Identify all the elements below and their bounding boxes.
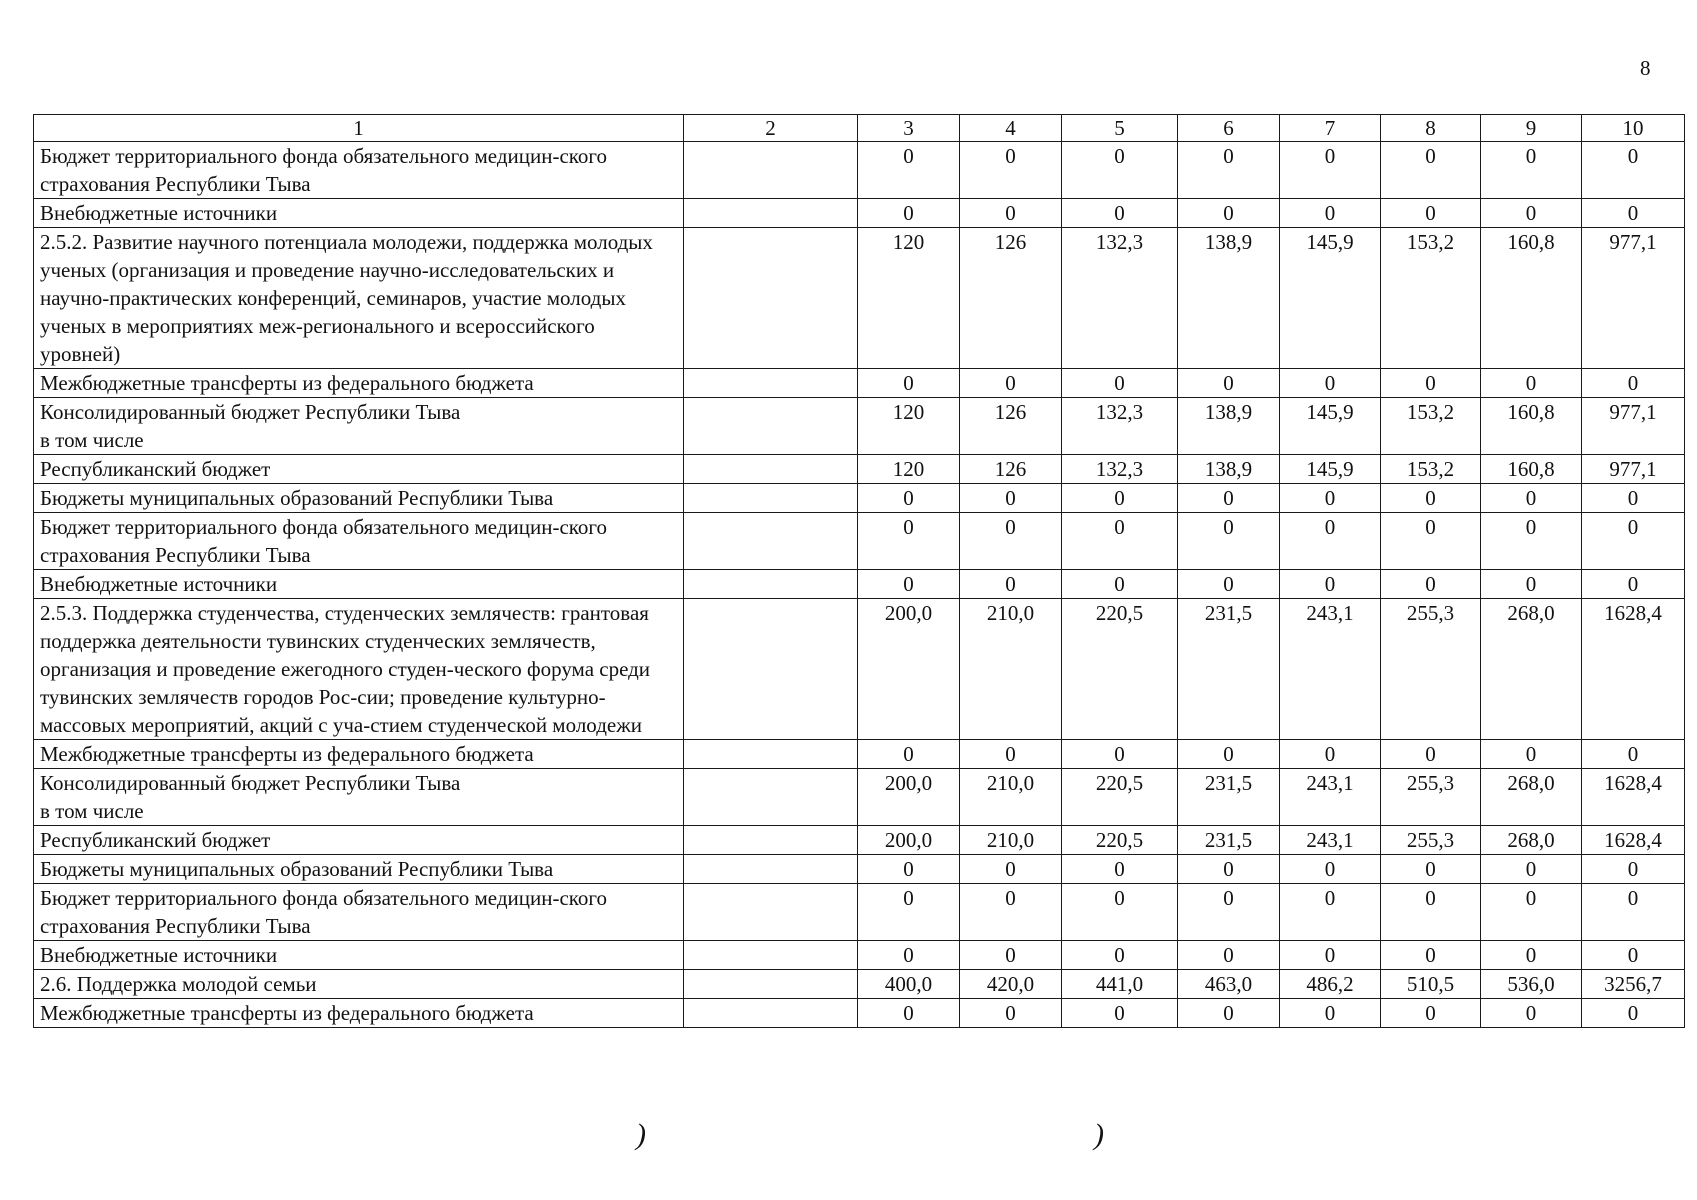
value-cell: 0 (1582, 855, 1685, 884)
row-label (34, 826, 684, 855)
value-cell: 0 (858, 142, 960, 199)
header-cell: 5 (1062, 115, 1178, 142)
row-label-text: 2.6. Поддержка молодой семьи (40, 972, 317, 996)
value-cell: 0 (1280, 999, 1381, 1028)
value-cell: 0 (1582, 199, 1685, 228)
value-cell: 0 (1381, 369, 1481, 398)
row-label-text: Межбюджетные трансферты из федерального бюджета (40, 371, 534, 395)
value-cell: 0 (1381, 199, 1481, 228)
value-cell: 536,0 (1481, 970, 1582, 999)
value-cell: 0 (1381, 513, 1481, 570)
row-label (34, 999, 684, 1028)
table-row (34, 884, 1685, 941)
value-cell: 0 (1062, 855, 1178, 884)
value-cell: 0 (1280, 570, 1381, 599)
value-cell: 400,0 (858, 970, 960, 999)
value-cell: 0 (960, 484, 1062, 513)
value-cell: 120 (858, 228, 960, 369)
value-cell: 441,0 (1062, 970, 1178, 999)
value-cell: 1628,4 (1582, 769, 1685, 826)
value-cell: 0 (1582, 513, 1685, 570)
row-empty-cell (684, 769, 858, 826)
value-cell: 0 (1280, 513, 1381, 570)
value-cell: 0 (960, 142, 1062, 199)
value-cell: 0 (1381, 884, 1481, 941)
value-cell: 0 (960, 199, 1062, 228)
value-cell: 268,0 (1481, 826, 1582, 855)
value-cell: 0 (1178, 484, 1280, 513)
value-cell: 153,2 (1381, 398, 1481, 455)
value-cell: 0 (1481, 484, 1582, 513)
value-cell: 0 (1178, 369, 1280, 398)
value-cell: 120 (858, 398, 960, 455)
row-label (34, 228, 684, 369)
value-cell: 231,5 (1178, 769, 1280, 826)
value-cell: 0 (858, 884, 960, 941)
header-cell: 7 (1280, 115, 1381, 142)
value-cell: 0 (1280, 484, 1381, 513)
page-number: 8 (1640, 56, 1651, 80)
row-label (34, 941, 684, 970)
row-empty-cell (684, 484, 858, 513)
table-row (34, 398, 1685, 455)
row-label-text: Внебюджетные источники (40, 943, 278, 967)
value-cell: 255,3 (1381, 599, 1481, 740)
table-row (34, 826, 1685, 855)
table-row (34, 228, 1685, 369)
value-cell: 160,8 (1481, 228, 1582, 369)
value-cell: 0 (960, 369, 1062, 398)
value-cell: 0 (1178, 884, 1280, 941)
value-cell: 977,1 (1582, 228, 1685, 369)
value-cell: 0 (1062, 740, 1178, 769)
value-cell: 132,3 (1062, 228, 1178, 369)
value-cell: 0 (1481, 513, 1582, 570)
value-cell: 0 (858, 199, 960, 228)
table-row (34, 455, 1685, 484)
table-row (34, 941, 1685, 970)
row-label-text: Внебюджетные источники (40, 572, 278, 596)
value-cell: 0 (1062, 199, 1178, 228)
row-empty-cell (684, 999, 858, 1028)
value-cell: 231,5 (1178, 599, 1280, 740)
row-label-text: Республиканский бюджет (40, 828, 271, 852)
value-cell: 0 (1582, 484, 1685, 513)
value-cell: 0 (1280, 142, 1381, 199)
value-cell: 0 (858, 941, 960, 970)
row-label (34, 398, 684, 455)
value-cell: 0 (1481, 884, 1582, 941)
header-cell: 4 (960, 115, 1062, 142)
table-row (34, 142, 1685, 199)
table-row (34, 599, 1685, 740)
value-cell: 243,1 (1280, 769, 1381, 826)
value-cell: 0 (1062, 513, 1178, 570)
value-cell: 0 (1178, 199, 1280, 228)
value-cell: 0 (960, 513, 1062, 570)
value-cell: 126 (960, 455, 1062, 484)
value-cell: 0 (960, 740, 1062, 769)
value-cell: 0 (1481, 740, 1582, 769)
value-cell: 268,0 (1481, 769, 1582, 826)
value-cell: 0 (1178, 941, 1280, 970)
header-row (34, 115, 1685, 142)
row-empty-cell (684, 398, 858, 455)
header-cell: 9 (1481, 115, 1582, 142)
value-cell: 0 (1062, 999, 1178, 1028)
table-row (34, 513, 1685, 570)
value-cell: 0 (1178, 513, 1280, 570)
value-cell: 0 (960, 999, 1062, 1028)
row-label-text: Консолидированный бюджет Республики Тыва (40, 771, 461, 795)
value-cell: 1628,4 (1582, 826, 1685, 855)
value-cell: 0 (1582, 941, 1685, 970)
row-label-text: Консолидированный бюджет Республики Тыва (40, 400, 461, 424)
value-cell: 145,9 (1280, 228, 1381, 369)
row-empty-cell (684, 599, 858, 740)
row-empty-cell (684, 142, 858, 199)
value-cell: 510,5 (1381, 970, 1481, 999)
row-label (34, 369, 684, 398)
value-cell: 145,9 (1280, 455, 1381, 484)
header-cell: 1 (34, 115, 684, 142)
value-cell: 160,8 (1481, 398, 1582, 455)
row-label (34, 970, 684, 999)
value-cell: 120 (858, 455, 960, 484)
value-cell: 0 (1381, 941, 1481, 970)
value-cell: 0 (1178, 855, 1280, 884)
value-cell: 0 (1381, 999, 1481, 1028)
value-cell: 210,0 (960, 599, 1062, 740)
table-row (34, 855, 1685, 884)
header-cell: 6 (1178, 115, 1280, 142)
value-cell: 0 (1582, 884, 1685, 941)
table-row (34, 570, 1685, 599)
row-label (34, 740, 684, 769)
row-label-text: Бюджет территориального фонда обязательного медицин-ского страхования Республики Тыва (40, 515, 607, 567)
value-cell: 0 (1381, 142, 1481, 199)
value-cell: 210,0 (960, 826, 1062, 855)
value-cell: 0 (1481, 142, 1582, 199)
row-empty-cell (684, 826, 858, 855)
table-row (34, 999, 1685, 1028)
value-cell: 153,2 (1381, 228, 1481, 369)
row-label (34, 884, 684, 941)
value-cell: 200,0 (858, 826, 960, 855)
value-cell: 138,9 (1178, 398, 1280, 455)
value-cell: 0 (1481, 855, 1582, 884)
value-cell: 0 (1582, 369, 1685, 398)
value-cell: 0 (1582, 999, 1685, 1028)
row-empty-cell (684, 513, 858, 570)
row-label-text: Бюджет территориального фонда обязательного медицин-ского страхования Республики Тыва (40, 886, 607, 938)
value-cell: 138,9 (1178, 228, 1280, 369)
header-cell: 3 (858, 115, 960, 142)
value-cell: 255,3 (1381, 769, 1481, 826)
row-label (34, 455, 684, 484)
value-cell: 0 (1280, 941, 1381, 970)
value-cell: 0 (960, 855, 1062, 884)
value-cell: 0 (1381, 484, 1481, 513)
row-label (34, 513, 684, 570)
row-label (34, 769, 684, 826)
value-cell: 0 (1178, 740, 1280, 769)
table-row (34, 740, 1685, 769)
value-cell: 1628,4 (1582, 599, 1685, 740)
row-sublabel: в том числе (40, 428, 144, 452)
value-cell: 0 (858, 484, 960, 513)
value-cell: 200,0 (858, 599, 960, 740)
table-row (34, 970, 1685, 999)
value-cell: 126 (960, 228, 1062, 369)
value-cell: 0 (1481, 570, 1582, 599)
value-cell: 132,3 (1062, 455, 1178, 484)
footer-mark: ) (636, 1118, 646, 1151)
row-label (34, 855, 684, 884)
value-cell: 0 (1381, 855, 1481, 884)
row-empty-cell (684, 970, 858, 999)
row-empty-cell (684, 740, 858, 769)
row-empty-cell (684, 941, 858, 970)
value-cell: 0 (1280, 884, 1381, 941)
value-cell: 0 (1062, 369, 1178, 398)
value-cell: 0 (858, 369, 960, 398)
value-cell: 0 (858, 999, 960, 1028)
row-empty-cell (684, 570, 858, 599)
value-cell: 0 (1481, 941, 1582, 970)
row-label-text: 2.5.2. Развитие научного потенциала молодежи, поддержка молодых ученых (организация и проведение научно-исследовательских и научно-практических конференций, семинаров, участие молодых ученых в мероприятиях меж-регионального и всероссийского уровней) (40, 230, 653, 366)
value-cell: 0 (1062, 142, 1178, 199)
value-cell: 977,1 (1582, 455, 1685, 484)
value-cell: 0 (1280, 740, 1381, 769)
value-cell: 0 (858, 570, 960, 599)
value-cell: 0 (1381, 570, 1481, 599)
value-cell: 3256,7 (1582, 970, 1685, 999)
value-cell: 210,0 (960, 769, 1062, 826)
value-cell: 0 (1178, 999, 1280, 1028)
value-cell: 0 (1062, 941, 1178, 970)
value-cell: 0 (1582, 740, 1685, 769)
row-empty-cell (684, 199, 858, 228)
value-cell: 0 (1481, 369, 1582, 398)
value-cell: 0 (1178, 142, 1280, 199)
value-cell: 977,1 (1582, 398, 1685, 455)
value-cell: 132,3 (1062, 398, 1178, 455)
table-row (34, 369, 1685, 398)
row-empty-cell (684, 228, 858, 369)
row-empty-cell (684, 369, 858, 398)
header-cell: 2 (684, 115, 858, 142)
row-label-text: Бюджет территориального фонда обязательного медицин-ского страхования Республики Тыва (40, 144, 607, 196)
value-cell: 0 (858, 740, 960, 769)
value-cell: 0 (1062, 484, 1178, 513)
table-row (34, 199, 1685, 228)
value-cell: 145,9 (1280, 398, 1381, 455)
row-label-text: Бюджеты муниципальных образований Республики Тыва (40, 857, 554, 881)
value-cell: 420,0 (960, 970, 1062, 999)
row-label (34, 484, 684, 513)
value-cell: 0 (1582, 142, 1685, 199)
value-cell: 0 (1280, 855, 1381, 884)
row-label (34, 142, 684, 199)
value-cell: 0 (960, 570, 1062, 599)
row-label (34, 570, 684, 599)
row-label-text: Бюджеты муниципальных образований Республики Тыва (40, 486, 554, 510)
row-label (34, 199, 684, 228)
value-cell: 220,5 (1062, 769, 1178, 826)
row-label-text: 2.5.3. Поддержка студенчества, студенческих землячеств: грантовая поддержка деятельности тувинских студенческих землячеств, организация и проведение ежегодного студен-ческого форума среди тувинских землячеств городов Рос-сии; проведение культурно-массовых мероприятий, акций с уча-стием студенческой молодежи (40, 601, 651, 737)
value-cell: 255,3 (1381, 826, 1481, 855)
value-cell: 138,9 (1178, 455, 1280, 484)
value-cell: 0 (960, 884, 1062, 941)
value-cell: 463,0 (1178, 970, 1280, 999)
value-cell: 0 (1062, 884, 1178, 941)
row-label-text: Межбюджетные трансферты из федерального бюджета (40, 1001, 534, 1025)
row-sublabel: в том числе (40, 799, 144, 823)
value-cell: 220,5 (1062, 599, 1178, 740)
value-cell: 0 (1062, 570, 1178, 599)
value-cell: 0 (858, 855, 960, 884)
value-cell: 0 (1280, 369, 1381, 398)
row-label-text: Межбюджетные трансферты из федерального бюджета (40, 742, 534, 766)
value-cell: 160,8 (1481, 455, 1582, 484)
budget-table (33, 114, 1685, 1028)
value-cell: 200,0 (858, 769, 960, 826)
value-cell: 0 (1582, 570, 1685, 599)
value-cell: 231,5 (1178, 826, 1280, 855)
footer-mark: ) (1094, 1118, 1104, 1151)
value-cell: 243,1 (1280, 599, 1381, 740)
row-empty-cell (684, 855, 858, 884)
value-cell: 220,5 (1062, 826, 1178, 855)
value-cell: 0 (1381, 740, 1481, 769)
value-cell: 153,2 (1381, 455, 1481, 484)
row-empty-cell (684, 455, 858, 484)
value-cell: 268,0 (1481, 599, 1582, 740)
value-cell: 0 (1481, 199, 1582, 228)
value-cell: 0 (1280, 199, 1381, 228)
value-cell: 0 (1481, 999, 1582, 1028)
table-row (34, 769, 1685, 826)
row-label-text: Республиканский бюджет (40, 457, 271, 481)
row-label-text: Внебюджетные источники (40, 201, 278, 225)
value-cell: 0 (1178, 570, 1280, 599)
row-empty-cell (684, 884, 858, 941)
header-cell: 8 (1381, 115, 1481, 142)
value-cell: 0 (858, 513, 960, 570)
value-cell: 126 (960, 398, 1062, 455)
value-cell: 0 (960, 941, 1062, 970)
value-cell: 486,2 (1280, 970, 1381, 999)
header-cell: 10 (1582, 115, 1685, 142)
budget-table-body (34, 115, 1685, 1028)
table-row (34, 484, 1685, 513)
row-label (34, 599, 684, 740)
value-cell: 243,1 (1280, 826, 1381, 855)
